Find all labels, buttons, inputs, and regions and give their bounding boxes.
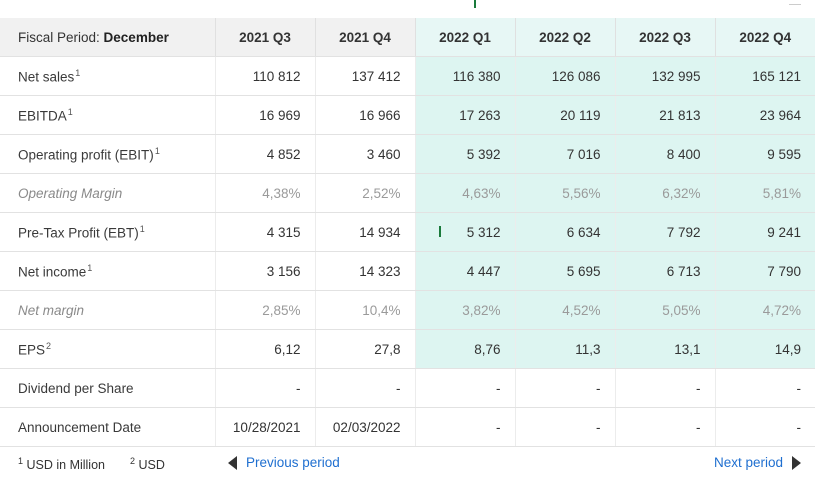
footnote-ref: 1 [139, 223, 145, 234]
table-row-net-sales [0, 57, 815, 96]
fiscal-period-header [0, 18, 215, 57]
cell-net-income-2022-q1: 4 447 [415, 252, 515, 291]
previous-period-button[interactable] [228, 455, 340, 470]
row-label-text: Dividend per Share [18, 380, 134, 396]
cell-operating-margin-2021-q4: 2,52% [315, 174, 415, 213]
table-footer [0, 447, 815, 481]
row-label-text: Announcement Date [18, 419, 142, 435]
table-header [0, 18, 815, 57]
column-header-2022-q3[interactable]: 2022 Q3 [615, 18, 715, 57]
cell-net-margin-2021-q3: 2,85% [215, 291, 315, 330]
cell-net-sales-2022-q2: 126 086 [515, 57, 615, 96]
cell-eps-2022-q3: 13,1 [615, 330, 715, 369]
cell-eps-2022-q4: 14,9 [715, 330, 815, 369]
cell-net-sales-2021-q3: 110 812 [215, 57, 315, 96]
footnote-1-text: USD in Million [26, 458, 105, 473]
footnote-ref: 1 [87, 262, 93, 273]
footnote-1-marker: 1 [18, 456, 24, 466]
cell-ebitda-2022-q2: 20 119 [515, 96, 615, 135]
column-header-2021-q3[interactable]: 2021 Q3 [215, 18, 315, 57]
cell-pretax-profit-2021-q3: 4 315 [215, 213, 315, 252]
header-row [0, 18, 815, 57]
cell-eps-2021-q3: 6,12 [215, 330, 315, 369]
cell-announcement-2022-q3: - [615, 408, 715, 447]
cell-pretax-profit-2022-q3: 7 792 [615, 213, 715, 252]
row-label-announcement-date [0, 408, 215, 447]
chevron-left-icon [228, 456, 237, 470]
row-label-text: Net sales [18, 69, 75, 85]
cell-pretax-profit-2022-q2: 6 634 [515, 213, 615, 252]
cell-operating-margin-2021-q3: 4,38% [215, 174, 315, 213]
cell-dividend-2022-q4: - [715, 369, 815, 408]
table-row-operating-profit [0, 135, 815, 174]
cell-net-margin-2021-q4: 10,4% [315, 291, 415, 330]
cell-announcement-2021-q3: 10/28/2021 [215, 408, 315, 447]
cell-operating-profit-2022-q3: 8 400 [615, 135, 715, 174]
footnote-2-marker: 2 [129, 456, 135, 466]
financials-table [0, 18, 815, 447]
cell-operating-profit-2022-q4: 9 595 [715, 135, 815, 174]
cell-announcement-2022-q2: - [515, 408, 615, 447]
cell-operating-margin-2022-q4: 5,81% [715, 174, 815, 213]
table-row-operating-margin [0, 174, 815, 213]
row-label-text: EBITDA [18, 108, 67, 124]
cell-net-income-2022-q4: 7 790 [715, 252, 815, 291]
next-period-button[interactable] [714, 455, 801, 470]
cell-operating-margin-2022-q3: 6,32% [615, 174, 715, 213]
fiscal-period-value: December [103, 29, 169, 45]
cell-net-sales-2022-q3: 132 995 [615, 57, 715, 96]
cell-dividend-2021-q4: - [315, 369, 415, 408]
footnote-ref: 1 [67, 106, 73, 117]
row-label-operating-margin [0, 174, 215, 213]
row-label-text: Net margin [18, 302, 85, 318]
row-label-text: Operating Margin [18, 185, 123, 201]
cell-net-margin-2022-q4: 4,72% [715, 291, 815, 330]
footnote-ref: 2 [46, 340, 52, 351]
row-label-net-margin [0, 291, 215, 330]
cell-net-margin-2022-q2: 4,52% [515, 291, 615, 330]
cell-eps-2021-q4: 27,8 [315, 330, 415, 369]
cell-pretax-profit-2021-q4: 14 934 [315, 213, 415, 252]
cell-net-margin-2022-q1: 3,82% [415, 291, 515, 330]
table-row-ebitda [0, 96, 815, 135]
table-row-announcement-date [0, 408, 815, 447]
top-strip [0, 0, 815, 18]
cell-operating-profit-2022-q2: 7 016 [515, 135, 615, 174]
cell-net-sales-2022-q1: 116 380 [415, 57, 515, 96]
row-label-text: EPS [18, 342, 46, 358]
row-label-text: Pre-Tax Profit (EBT) [18, 225, 139, 241]
cell-ebitda-2021-q4: 16 966 [315, 96, 415, 135]
column-header-2021-q4[interactable]: 2021 Q4 [315, 18, 415, 57]
column-header-2022-q2[interactable]: 2022 Q2 [515, 18, 615, 57]
cell-announcement-2021-q4: 02/03/2022 [315, 408, 415, 447]
cell-net-sales-2021-q4: 137 412 [315, 57, 415, 96]
table-row-pretax-profit [0, 213, 815, 252]
cell-ebitda-2022-q3: 21 813 [615, 96, 715, 135]
row-label-pretax-profit [0, 213, 215, 252]
cell-dividend-2022-q2: - [515, 369, 615, 408]
cell-operating-profit-2021-q3: 4 852 [215, 135, 315, 174]
table-row-net-income [0, 252, 815, 291]
cell-value-text: 5 312 [466, 224, 501, 240]
row-label-text: Net income [18, 264, 87, 280]
row-label-net-sales [0, 57, 215, 96]
cell-pretax-profit-2022-q4: 9 241 [715, 213, 815, 252]
footnote-ref: 1 [154, 145, 160, 156]
cell-pretax-profit-2022-q1 [415, 213, 515, 252]
next-period-label: Next period [713, 455, 783, 470]
divider-mark [789, 4, 801, 5]
chevron-right-icon [792, 456, 801, 470]
row-label-text: Operating profit (EBIT) [18, 147, 154, 163]
cell-operating-profit-2022-q1: 5 392 [415, 135, 515, 174]
cell-announcement-2022-q1: - [415, 408, 515, 447]
previous-period-label: Previous period [246, 455, 340, 470]
cell-dividend-2022-q3: - [615, 369, 715, 408]
row-label-eps [0, 330, 215, 369]
table-row-dividend-per-share [0, 369, 815, 408]
cell-ebitda-2022-q1: 17 263 [415, 96, 515, 135]
cell-tick-marker [439, 226, 441, 237]
cell-net-margin-2022-q3: 5,05% [615, 291, 715, 330]
cell-eps-2022-q1: 8,76 [415, 330, 515, 369]
footnote-ref: 1 [75, 67, 81, 78]
cell-dividend-2022-q1: - [415, 369, 515, 408]
fiscal-period-prefix: Fiscal Period: [18, 29, 100, 45]
row-label-dividend-per-share [0, 369, 215, 408]
column-header-2022-q4[interactable]: 2022 Q4 [715, 18, 815, 57]
table-row-eps [0, 330, 815, 369]
cell-net-sales-2022-q4: 165 121 [715, 57, 815, 96]
column-header-2022-q1[interactable]: 2022 Q1 [415, 18, 515, 57]
cell-dividend-2021-q3: - [215, 369, 315, 408]
cell-net-income-2021-q3: 3 156 [215, 252, 315, 291]
cell-net-income-2021-q4: 14 323 [315, 252, 415, 291]
row-label-operating-profit [0, 135, 215, 174]
chart-tick-marker [474, 0, 476, 8]
cell-operating-profit-2021-q4: 3 460 [315, 135, 415, 174]
cell-ebitda-2022-q4: 23 964 [715, 96, 815, 135]
table-row-net-margin [0, 291, 815, 330]
row-label-net-income [0, 252, 215, 291]
row-label-ebitda [0, 96, 215, 135]
cell-eps-2022-q2: 11,3 [515, 330, 615, 369]
footnote-2-text: USD [138, 458, 165, 473]
cell-net-income-2022-q2: 5 695 [515, 252, 615, 291]
cell-operating-margin-2022-q1: 4,63% [415, 174, 515, 213]
cell-announcement-2022-q4: - [715, 408, 815, 447]
cell-net-income-2022-q3: 6 713 [615, 252, 715, 291]
cell-ebitda-2021-q3: 16 969 [215, 96, 315, 135]
cell-operating-margin-2022-q2: 5,56% [515, 174, 615, 213]
table-body [0, 57, 815, 447]
